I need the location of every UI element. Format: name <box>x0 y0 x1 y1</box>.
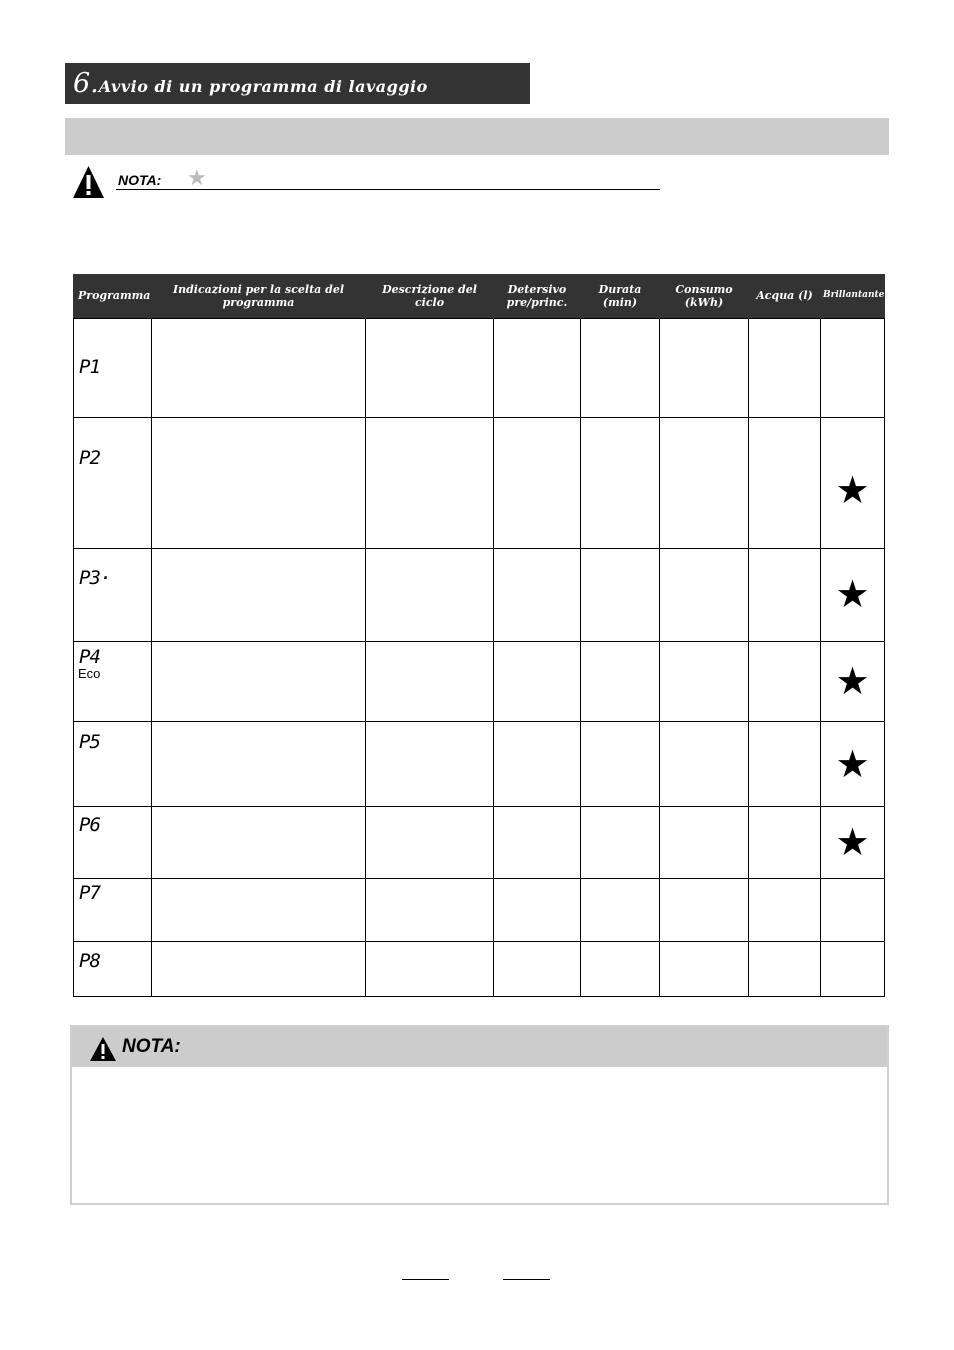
table-row <box>74 806 885 878</box>
brillantante-cell <box>821 721 885 806</box>
brillantante-cell <box>821 417 885 548</box>
program-code: P5 <box>79 730 100 753</box>
note-bottom-header <box>72 1027 887 1067</box>
footer-line-right <box>503 1279 550 1280</box>
warning-triangle-icon <box>72 165 105 199</box>
program-cell <box>74 721 152 806</box>
table-row <box>74 318 885 417</box>
warning-triangle-icon <box>89 1036 117 1062</box>
program-code: P1 <box>79 355 100 378</box>
program-cell <box>74 641 152 721</box>
table-row <box>74 721 885 806</box>
program-code: P6 <box>79 813 100 836</box>
star-icon: ★ <box>835 741 870 786</box>
note-underline <box>116 189 660 190</box>
star-icon: ★ <box>835 819 870 864</box>
note-label: NOTA: <box>118 172 162 188</box>
table-row <box>74 417 885 548</box>
program-code: P7 <box>79 881 100 904</box>
program-cell <box>74 548 152 641</box>
header-programma: Programma <box>74 274 152 318</box>
brillantante-cell <box>821 806 885 878</box>
program-cell <box>74 318 152 417</box>
note-top <box>72 165 662 199</box>
program-sub-label: Eco <box>78 665 101 681</box>
brillantante-cell <box>821 641 885 721</box>
star-icon: ★ <box>835 571 870 616</box>
table-row <box>74 548 885 641</box>
program-cell <box>74 417 152 548</box>
star-icon: ★ <box>187 166 207 191</box>
program-code: P4 <box>79 645 100 668</box>
section-number: 6. <box>73 68 99 99</box>
section-header <box>65 63 530 104</box>
table-row <box>74 941 885 996</box>
program-cell <box>74 941 152 996</box>
program-table <box>73 274 885 997</box>
program-cell <box>74 806 152 878</box>
section-title: Avvio di un programma di lavaggio <box>98 76 428 96</box>
program-code: P2 <box>79 446 100 469</box>
program-code: P3· <box>79 566 111 589</box>
header-descrizione: Descrizione del ciclo <box>366 274 494 318</box>
table-row <box>74 878 885 941</box>
brillantante-cell <box>821 318 885 417</box>
table-row <box>74 641 885 721</box>
header-consumo: Consumo (kWh) <box>660 274 749 318</box>
program-code: P8 <box>79 949 100 972</box>
header-detersivo: Detersivo pre/princ. <box>494 274 581 318</box>
brillantante-cell <box>821 878 885 941</box>
star-icon: ★ <box>835 467 870 512</box>
brillantante-cell <box>821 548 885 641</box>
footer-line-left <box>402 1279 449 1280</box>
star-icon: ★ <box>835 658 870 703</box>
table-header-row <box>74 274 885 318</box>
header-acqua: Acqua (l) <box>749 274 821 318</box>
header-indicazioni: Indicazioni per la scelta del programma <box>152 274 366 318</box>
gray-banner <box>65 118 889 155</box>
header-durata: Durata (min) <box>581 274 660 318</box>
program-cell <box>74 878 152 941</box>
header-brillantante: Brillantante <box>821 274 885 318</box>
note-bottom-box <box>70 1025 889 1205</box>
note-bottom-label: NOTA: <box>122 1036 181 1057</box>
brillantante-cell <box>821 941 885 996</box>
